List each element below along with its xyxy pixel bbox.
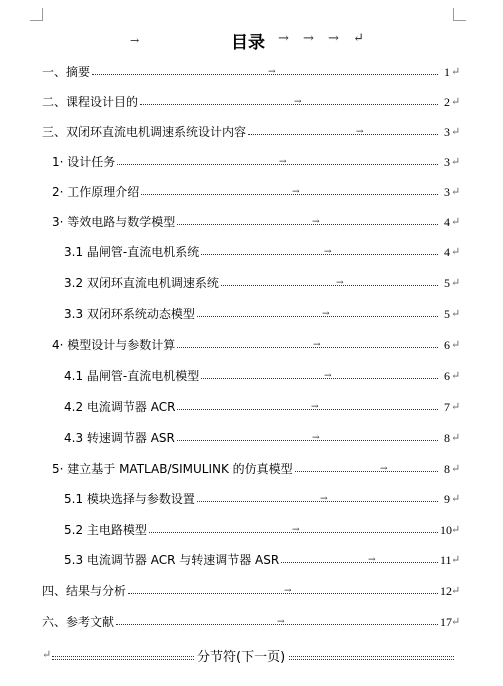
paragraph-mark-icon: ↵ (451, 523, 461, 536)
toc-page-number: 11 (440, 553, 452, 567)
toc-entry[interactable] (0, 305, 503, 323)
paragraph-mark-icon: ↵ (451, 276, 461, 289)
tab-arrow-icon: → (268, 67, 276, 77)
paragraph-mark-icon: ↵ (42, 648, 52, 661)
paragraph-mark-icon: ↵ (451, 400, 461, 413)
toc-entry[interactable] (0, 123, 503, 141)
toc-title-line (0, 28, 503, 52)
toc-leader-dots (128, 593, 438, 594)
crop-mark-top-left (30, 8, 43, 21)
tab-arrow-icon: → (336, 278, 344, 288)
toc-entry-label: 三、双闭环直流电机调速系统设计内容 (42, 125, 247, 139)
toc-leader-dots (177, 409, 438, 410)
toc-page-number: 6 (444, 369, 450, 383)
toc-page-number: 7 (444, 400, 450, 414)
tab-arrow-icon: → (320, 494, 328, 504)
toc-page-number: 3 (444, 155, 450, 169)
toc-entry[interactable] (0, 93, 503, 111)
toc-entry-label: 2· 工作原理介绍 (52, 185, 140, 199)
toc-entry-label: 4.2 电流调节器 ACR (64, 400, 176, 414)
tab-arrow-icon: → (311, 402, 319, 412)
toc-page-number: 8 (444, 462, 450, 476)
paragraph-mark-icon: ↵ (451, 95, 461, 108)
paragraph-mark-icon: ↵ (451, 553, 461, 566)
tab-arrow-icon: → (292, 187, 300, 197)
tab-arrow-icon: → (279, 157, 287, 167)
tab-arrow-icon: → (130, 34, 140, 47)
toc-entry-label: 一、摘要 (42, 65, 91, 79)
toc-leader-dots (177, 224, 438, 225)
toc-entry[interactable] (0, 613, 503, 631)
tab-arrow-icon: → (356, 127, 364, 137)
paragraph-mark-icon: ↵ (451, 65, 461, 78)
paragraph-mark-icon: ↵ (451, 584, 461, 597)
toc-entry-label: 1· 设计任务 (52, 155, 116, 169)
paragraph-mark-icon: ↵ (451, 125, 461, 138)
toc-page-number: 6 (444, 338, 450, 352)
tab-arrow-icon: → (292, 525, 300, 535)
section-break[interactable] (42, 646, 454, 666)
toc-entry-label: 四、结果与分析 (42, 584, 127, 598)
toc-entry[interactable] (0, 582, 503, 600)
toc-page-number: 8 (444, 431, 450, 445)
toc-entry[interactable] (0, 153, 503, 171)
paragraph-mark-icon: ↵ (451, 155, 461, 168)
paragraph-mark-icon: ↵ (451, 215, 461, 228)
toc-page-number: 17 (440, 615, 452, 629)
tab-arrows-paragraph-mark: → → → ↵ (278, 31, 369, 46)
toc-entry-label: 5.3 电流调节器 ACR 与转速调节器 ASR (64, 553, 280, 567)
toc-entry[interactable] (0, 243, 503, 261)
toc-entry[interactable] (0, 274, 503, 292)
toc-entry-label: 5.1 模块选择与参数设置 (64, 492, 195, 506)
toc-page-number: 12 (440, 584, 452, 598)
toc-page-number: 1 (444, 65, 450, 79)
toc-page-number: 3 (444, 185, 450, 199)
paragraph-mark-icon: ↵ (451, 338, 461, 351)
toc-entry[interactable] (0, 367, 503, 385)
toc-page-number: 4 (444, 215, 450, 229)
tab-arrow-icon: → (284, 586, 292, 596)
toc-entry[interactable] (0, 398, 503, 416)
section-break-label: 分节符(下一页) (194, 646, 288, 665)
toc-leader-dots (197, 501, 438, 502)
toc-entry[interactable] (0, 336, 503, 354)
toc-page-number: 5 (444, 276, 450, 290)
toc-entry[interactable] (0, 551, 503, 569)
toc-leader-dots (295, 471, 438, 472)
tab-arrow-icon: → (322, 309, 330, 319)
toc-leader-dots (177, 347, 438, 348)
paragraph-mark-icon: ↵ (451, 431, 461, 444)
toc-entry-label: 二、课程设计目的 (42, 95, 139, 109)
toc-entry-label: 3.1 晶闸管-直流电机系统 (64, 245, 200, 259)
toc-entry[interactable] (0, 63, 503, 81)
toc-entry-label: 3.2 双闭环直流电机调速系统 (64, 276, 219, 290)
toc-leader-dots (221, 285, 438, 286)
toc-leader-dots (201, 254, 438, 255)
paragraph-mark-icon: ↵ (451, 462, 461, 475)
toc-title[interactable]: 目录 (231, 33, 265, 53)
toc-entry-label: 4.1 晶闸管-直流电机模型 (64, 369, 200, 383)
toc-entry-label: 六、参考文献 (42, 615, 115, 629)
toc-entry[interactable] (0, 429, 503, 447)
tab-arrow-icon: → (312, 433, 320, 443)
paragraph-mark-icon: ↵ (451, 369, 461, 382)
toc-leader-dots (248, 134, 438, 135)
toc-page-number: 5 (444, 307, 450, 321)
paragraph-mark-icon: ↵ (451, 307, 461, 320)
toc-entry-label: 5.2 主电路模型 (64, 523, 147, 537)
tab-arrow-icon: → (380, 464, 388, 474)
tab-arrow-icon: → (313, 340, 321, 350)
toc-leader-dots (117, 164, 438, 165)
toc-entry-label: 5· 建立基于 MATLAB/SIMULINK 的仿真模型 (52, 462, 293, 476)
toc-page-number: 2 (444, 95, 450, 109)
toc-leader-dots (140, 104, 438, 105)
paragraph-mark-icon: ↵ (451, 185, 461, 198)
tab-arrow-icon: → (324, 247, 332, 257)
toc-leader-dots (281, 562, 438, 563)
paragraph-mark-icon: ↵ (451, 245, 461, 258)
tab-arrow-icon: → (368, 555, 376, 565)
toc-leader-dots (201, 378, 438, 379)
crop-mark-top-right (453, 8, 466, 21)
tab-arrow-icon: → (324, 371, 332, 381)
toc-leader-dots (177, 440, 438, 441)
toc-leader-dots (197, 316, 438, 317)
tab-arrow-icon: → (312, 217, 320, 227)
paragraph-mark-icon: ↵ (451, 615, 461, 628)
toc-leader-dots (141, 194, 438, 195)
toc-page-number: 10 (440, 523, 452, 537)
tab-arrow-icon: → (294, 97, 302, 107)
toc-entry[interactable] (0, 521, 503, 539)
toc-entry-label: 3· 等效电路与数学模型 (52, 215, 176, 229)
toc-entry-label: 4.3 转速调节器 ASR (64, 431, 175, 445)
toc-page-number: 3 (444, 125, 450, 139)
toc-entry[interactable] (0, 213, 503, 231)
toc-page-number: 9 (444, 492, 450, 506)
toc-entry[interactable] (0, 183, 503, 201)
toc-entry-label: 4· 模型设计与参数计算 (52, 338, 176, 352)
toc-page-number: 4 (444, 245, 450, 259)
toc-entry[interactable] (0, 460, 503, 478)
paragraph-mark-icon: ↵ (451, 492, 461, 505)
tab-arrow-icon: → (277, 617, 285, 627)
toc-leader-dots (92, 74, 438, 75)
toc-entry-label: 3.3 双闭环系统动态模型 (64, 307, 195, 321)
toc-entry[interactable] (0, 490, 503, 508)
